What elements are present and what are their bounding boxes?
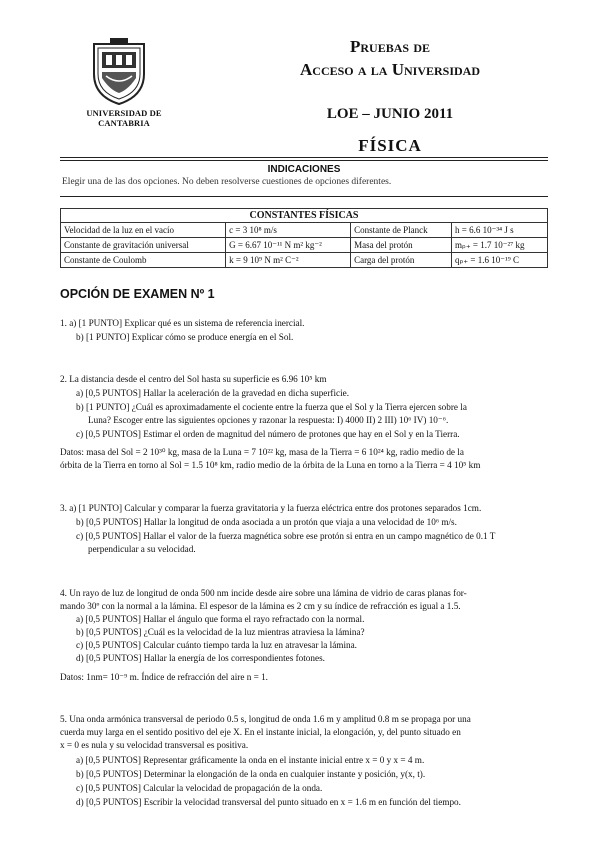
question-2a: a) [0,5 PUNTOS] Hallar la aceleración de la gravedad en dicha superficie. xyxy=(76,388,350,398)
constant-value: k = 9 10⁹ N m² C⁻² xyxy=(226,253,351,268)
question-5c: c) [0,5 PUNTOS] Calcular la velocidad de propagación de la onda. xyxy=(76,783,323,793)
question-1a: 1. a) [1 PUNTO] Explicar qué es un sistema de referencia inercial. xyxy=(60,318,305,328)
constant-name: Constante de Planck xyxy=(351,223,452,238)
header-divider xyxy=(60,157,548,158)
table-row xyxy=(61,238,548,253)
question-2b-cont: Luna? Escoger entre las siguientes opciones y razonar la respuesta: I) 4000 II) 2 III) 10⁶ IV) 10⁻⁶. xyxy=(88,415,449,425)
instructions-text: Elegir una de las dos opciones. No deben resolverse cuestiones de opciones diferentes. xyxy=(62,177,392,187)
instructions-title: INDICACIONES xyxy=(267,164,341,175)
constants-table xyxy=(60,208,548,268)
question-5: 5. Una onda armónica transversal de periodo 0.5 s, longitud de onda 1.6 m y amplitud 0.8 m se propaga por una xyxy=(60,714,471,724)
constant-value: c = 3 10⁸ m/s xyxy=(226,223,351,238)
constant-name: Carga del protón xyxy=(351,253,452,268)
university-name: UNIVERSIDAD DE CANTABRIA xyxy=(86,108,162,128)
university-crest-icon xyxy=(88,38,150,106)
question-2b: b) [1 PUNTO] ¿Cuál es aproximadamente el cociente entre la fuerza que el Sol y la Tierra ejercen sobre la xyxy=(76,402,467,412)
question-4-data: Datos: 1nm= 10⁻⁹ m. Índice de refracción del aire n = 1. xyxy=(60,672,268,682)
table-row xyxy=(61,253,548,268)
question-2: 2. La distancia desde el centro del Sol hasta su superficie es 6.96 10⁵ km xyxy=(60,374,327,384)
constant-name: Masa del protón xyxy=(351,238,452,253)
constant-value: qₚ₊ = 1.6 10⁻¹⁹ C xyxy=(452,253,548,268)
question-2-data: Datos: masa del Sol = 2 10³⁰ kg, masa de la Luna = 7 10²² kg, masa de la Tierra = 6 10²⁴ kg, radio medio de la xyxy=(60,447,464,457)
question-5a: a) [0,5 PUNTOS] Representar gráficamente la onda en el instante inicial entre x = 0 y x = 4 m. xyxy=(76,755,425,765)
question-4c: c) [0,5 PUNTOS] Calcular cuánto tiempo tarda la luz en atravesar la lámina. xyxy=(76,640,357,650)
question-1b: b) [1 PUNTO] Explicar cómo se produce energía en el Sol. xyxy=(76,332,294,342)
constant-name: Constante de gravitación universal xyxy=(61,238,226,253)
question-4: 4. Un rayo de luz de longitud de onda 500 nm incide desde aire sobre una lámina de vidrio de caras planas for- xyxy=(60,588,467,598)
question-3c-cont: perpendicular a su velocidad. xyxy=(88,544,196,554)
question-2-data-cont: órbita de la Tierra en torno al Sol = 1.5 10⁸ km, radio medio de la órbita de la Luna en torno a la Tierra = 4 10⁵ km xyxy=(60,460,481,470)
exam-session: LOE – JUNIO 2011 xyxy=(326,106,454,122)
question-2c: c) [0,5 PUNTOS] Estimar el orden de magnitud del número de protones que hay en el Sol y en la Tierra. xyxy=(76,429,460,439)
constant-name: Velocidad de la luz en el vacío xyxy=(61,223,226,238)
question-5d: d) [0,5 PUNTOS] Escribir la velocidad transversal del punto situado en x = 1.6 m en función del tiempo. xyxy=(76,797,461,807)
question-5b: b) [0,5 PUNTOS] Determinar la elongación de la onda en cualquier instante y posición, y(x, t). xyxy=(76,769,426,779)
question-5-cont-2: x = 0 es nula y su velocidad transversal es positiva. xyxy=(60,740,249,750)
question-3a: 3. a) [1 PUNTO] Calcular y comparar la fuerza gravitatoria y la fuerza eléctrica entre dos protones separados 1cm. xyxy=(60,503,482,513)
title-line-2: Acceso a la Universidad xyxy=(300,60,480,79)
question-3c: c) [0,5 PUNTOS] Hallar el valor de la fuerza magnética sobre ese protón si entra en un campo magnético de 0.1 T xyxy=(76,531,496,541)
constant-name: Constante de Coulomb xyxy=(61,253,226,268)
constant-value: h = 6.6 10⁻³⁴ J s xyxy=(452,223,548,238)
question-4a: a) [0,5 PUNTOS] Hallar el ángulo que forma el rayo refractado con la normal. xyxy=(76,614,365,624)
constant-value: mₚ₊ = 1.7 10⁻²⁷ kg xyxy=(452,238,548,253)
question-4-cont: mando 30º con la normal a la lámina. El espesor de la lámina es 2 cm y su índice de refracción es igual a 1.5. xyxy=(60,601,461,611)
instructions-box xyxy=(60,160,548,197)
constant-value: G = 6.67 10⁻¹¹ N m² kg⁻² xyxy=(226,238,351,253)
question-4d: d) [0,5 PUNTOS] Hallar la energía de los correspondientes fotones. xyxy=(76,653,325,663)
table-row xyxy=(61,223,548,238)
question-5-cont: cuerda muy larga en el sentido positivo del eje X. En el instante inicial, la elongación, y, del punto situado en xyxy=(60,727,461,737)
subject-title: FÍSICA xyxy=(358,136,422,155)
constants-title: CONSTANTES FÍSICAS xyxy=(61,209,548,223)
option-title: OPCIÓN DE EXAMEN Nº 1 xyxy=(60,287,215,301)
question-3b: b) [0,5 PUNTOS] Hallar la longitud de onda asociada a un protón que viaja a una velocidad de 10⁶ m/s. xyxy=(76,517,457,527)
question-4b: b) [0,5 PUNTOS] ¿Cuál es la velocidad de la luz mientras atraviesa la lámina? xyxy=(76,627,365,637)
title-line-1: Pruebas de xyxy=(350,37,430,56)
